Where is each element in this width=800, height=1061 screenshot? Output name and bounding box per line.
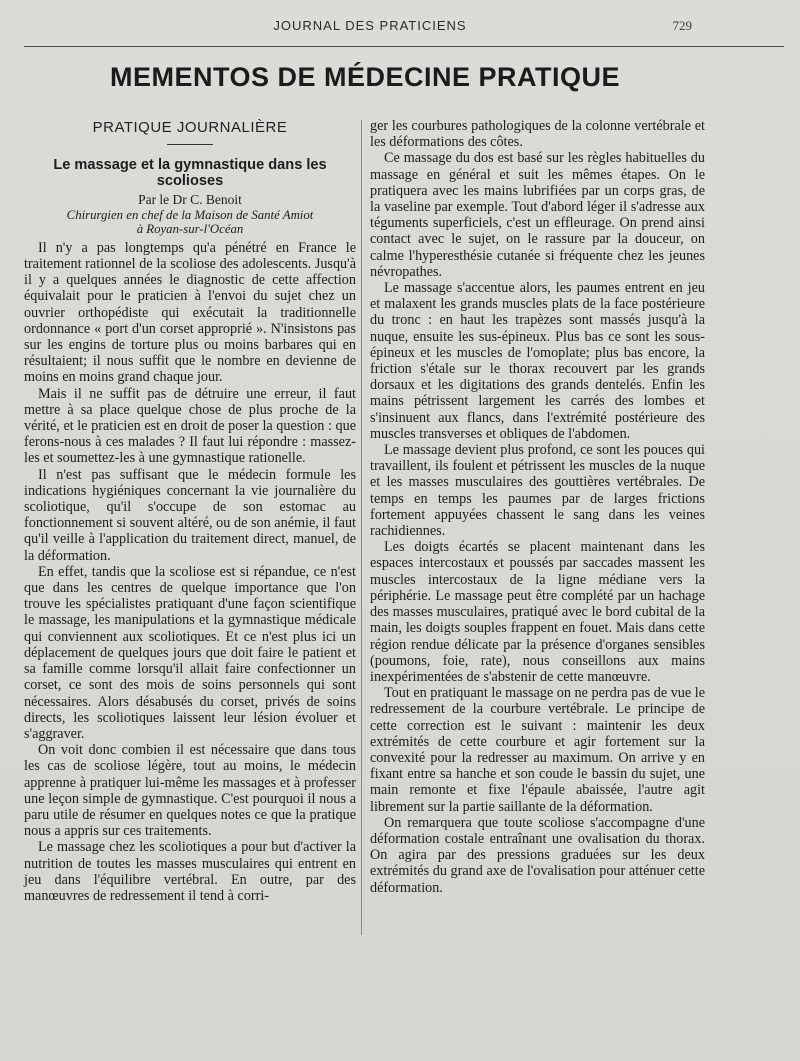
paragraph: Ce massage du dos est basé sur les règles habituelles du massage en général et suit les mêmes étapes. On le pratiquera avec les mains lubrifiées par un corps gras, de la vaseline par exemple. Tout d'abord léger il s'adresse aux téguments superficiels, c'est un effleurage. On prend ainsi contact avec le sujet, on le rassure par la douceur, on calme l'hyperesthésie cutanée si fréquente chez les jeunes névropathes. [370, 150, 705, 280]
affiliation-line: Chirurgien en chef de la Maison de Santé Amiot [66, 207, 314, 222]
running-header [0, 18, 800, 44]
section-rule [167, 144, 213, 145]
paragraph: Le massage s'accentue alors, les paumes entrent en jeu et malaxent les grands muscles plats de la face postérieure du tronc : en haut les trapèzes sont massés jusqu'à la nuque, ensuite les sus-épineux. Plus bas ce sont les sous-épineux et les muscles de l'omoplate; plus bas encore, la friction s'étale sur le thorax recouvert par les grands dorsaux et les digitations des grands dentelés. Enfin les mains pétrissent largement les carrés des lombes et s'insinuent aux flancs, dans l'extrémité postérieure des muscles transverses et obliques de l'abdomen. [370, 280, 705, 442]
paragraph: On voit donc combien il est nécessaire que dans tous les cas de scoliose légère, tout au moins, le médecin apprenne à pratiquer lui-même les massages et à professer une leçon simple de gymnastique. C'est pourquoi il nous a paru utile de résumer en quelques notes ce que la pratique nous a appris sur ces traitements. [24, 742, 356, 840]
article-author: Par le Dr C. Benoit [138, 191, 242, 207]
article-title: Le massage et la gymnastique dans les scolioses [53, 157, 327, 190]
main-title: MEMENTOS DE MÉDECINE PRATIQUE [109, 62, 621, 92]
page-number: 729 [672, 18, 692, 33]
section-heading: PRATIQUE JOURNALIÈRE [92, 119, 288, 136]
journal-title: JOURNAL DES PRATICIENS [273, 18, 467, 33]
left-column [24, 118, 356, 904]
column-divider [361, 120, 362, 935]
header-rule [24, 46, 784, 47]
paragraph: En effet, tandis que la scoliose est si répandue, ce n'est que dans les centres de quelque importance que l'on trouve les spécialistes pratiquant d'une façon scientifique le massage, les manipulations et la gymnastique médicale qui conviennent aux scoliotiques. Et ce n'est plus ici un déplacement de quelques jours que doit faire le patient et sa famille comme lorsqu'il allait faire confectionner un corset, ce sont des mois de soins personnels qui sont nécessaires. Alors désabusés du corset, privés de soins directs, les scoliotiques laissent leur lésion évoluer et s'aggraver. [24, 563, 356, 742]
paragraph: Mais il ne suffit pas de détruire une erreur, il faut mettre à sa place quelque chose de plus proche de la vérité, et le praticien est en droit de poser la question : que ferons-nous à ces malades ? Il faut lui répondre : massez-les et soumettez-les à une gymnastique rationelle. [24, 385, 356, 467]
paragraph: Tout en pratiquant le massage on ne perdra pas de vue le redressement de la courbure vertébrale. Le principe de cette correction est le suivant : maintenir les deux extrémités de cette courbure et agir fortement sur la convexité pour la redresser au maximum. On arrive y en fixant entre sa hanche et son coude le bassin du sujet, une main remonte et fixe l'épaule abaissée, l'autre agit librement sur la partie saillante de la déformation. [370, 685, 705, 815]
paragraph: On remarquera que toute scoliose s'accompagne d'une déformation costale entraînant une ovalisation du thorax. On agira par des pressions graduées sur les deux extrémités du grand axe de l'ovalisation pour atténuer cette déformation. [370, 814, 705, 896]
right-column [370, 118, 705, 896]
paragraph: Les doigts écartés se placent maintenant dans les espaces intercostaux et poussés par saccades massent les muscles intercostaux de la ligne médiane vers la périphérie. Le massage peut être complété par un hachage des masses musculaires, pratiqué avec le bord cubital de la main, les doigts souples frappent en fouet. Mais dans cette région rendue délicate par la présence d'organes sensibles (poumons, foie, rate), nous conseillons aux mains inexpérimentées de s'abstenir de cette manœuvre. [370, 539, 705, 685]
paragraph: Le massage devient plus profond, ce sont les pouces qui travaillent, ils foulent et pétrissent les muscles de la nuque et les masses musculaires des gouttières vertébrales. De temps en temps les paumes par de larges frictions fortement appuyées chassent le sang dans les veines rachidiennes. [370, 442, 705, 540]
paragraph-continued: ger les courbures pathologiques de la colonne vertébrale et les déformations des côtes. [370, 118, 705, 151]
affiliation-line: à Royan-sur-l'Océan [136, 221, 244, 236]
paragraph: Il n'y a pas longtemps qu'a pénétré en France le traitement rationnel de la scoliose des adolescents. Jusqu'à il y a quelques années le diagnostic de cette affection équivalait pour le praticien à l'envoi du sujet chez un ouvrier orthopédiste qui exécutait la traditionnelle ordonnance « port d'un corset approprié ». N'insistons pas sur les engins de torture plus ou moins barbares qui en résultaient; il nous suffit que le nombre en devienne de moins en moins grand chaque jour. [24, 239, 356, 386]
author-affiliation [24, 208, 356, 236]
paragraph: Il n'est pas suffisant que le médecin formule les indications hygiéniques concernant la vie journalière du scoliotique, qu'il s'occupe de son estomac au fonctionnement si souvent altéré, ou de son anémie, il faut qu'il veille à l'application du traitement direct, manuel, de la déformation. [24, 466, 356, 564]
paragraph: Le massage chez les scoliotiques a pour but d'activer la nutrition de toutes les masses musculaires qui entrent en jeu dans l'équilibre vertébral. En outre, par des manœuvres de redressement il tend à corri- [24, 839, 356, 904]
